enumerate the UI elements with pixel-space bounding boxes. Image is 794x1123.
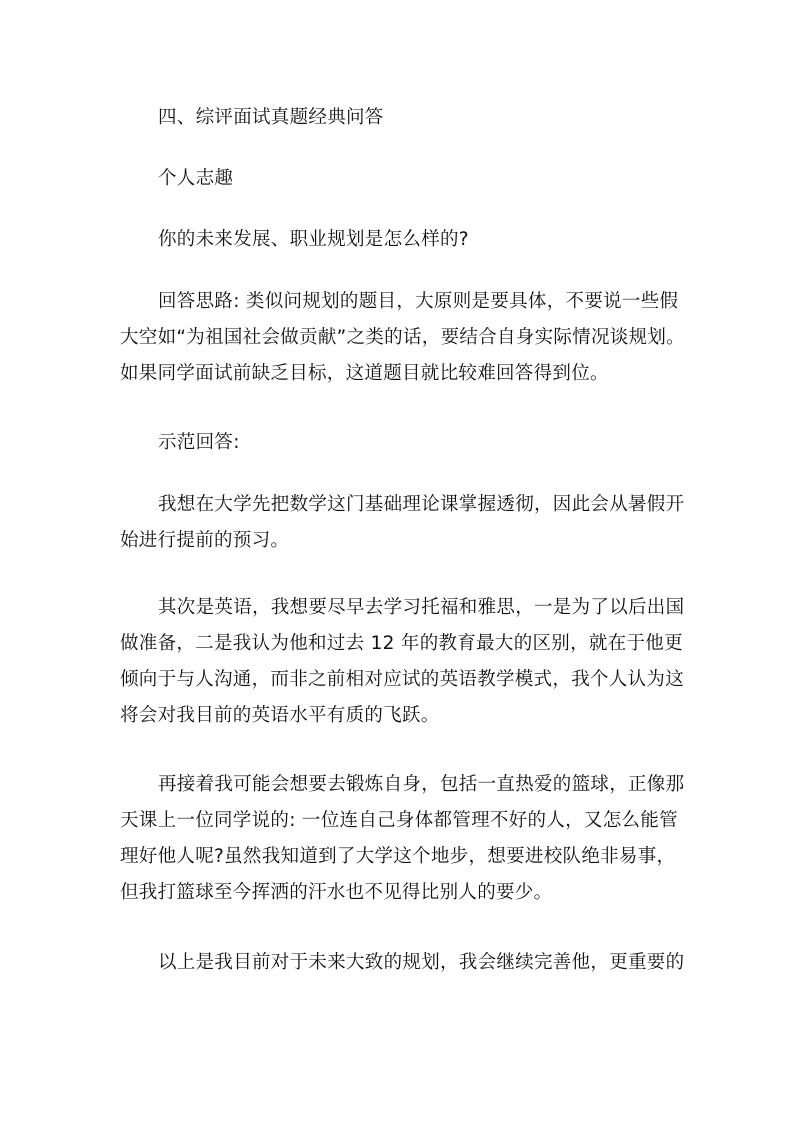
approach-line: 回答思路: 类似问规划的题目，大原则是要具体，不要说一些假 — [158, 291, 679, 312]
question: 你的未来发展、职业规划是怎么样的? — [158, 229, 469, 250]
paragraph-line: 但我打篮球至今挥洒的汗水也不见得比别人的要少。 — [120, 882, 553, 903]
paragraph-line: 做准备，二是我认为他和过去 12 年的教育最大的区别，就在于他更 — [120, 633, 683, 654]
paragraph-line: 我想在大学先把数学这门基础理论课掌握透彻，因此会从暑假开 — [158, 494, 685, 515]
paragraph-line: 始进行提前的预习。 — [120, 530, 290, 551]
paragraph-line: 倾向于与人沟通，而非之前相对应试的英语教学模式，我个人认为这 — [120, 669, 685, 690]
paragraph-line: 天课上一位同学说的: 一位连自己身体都管理不好的人，又怎么能管 — [120, 810, 678, 831]
paragraph-line: 以上是我目前对于未来大致的规划，我会继续完善他，更重要的 — [158, 952, 685, 973]
paragraph-line: 再接着我可能会想要去锻炼自身，包括一直热爱的篮球，正像那 — [158, 774, 685, 795]
approach-line: 如果同学面试前缺乏目标，这道题目就比较难回答得到位。 — [120, 363, 609, 384]
sample-label: 示范回答: — [158, 432, 240, 453]
paragraph-line: 其次是英语，我想要尽早去学习托福和雅思，一是为了以后出国 — [158, 597, 685, 618]
paragraph-line: 理好他人呢?虽然我知道到了大学这个地步，想要进校队绝非易事， — [120, 846, 676, 867]
paragraph-line: 将会对我目前的英语水平有质的飞跃。 — [120, 705, 440, 726]
section-heading: 四、综评面试真题经典问答 — [158, 107, 384, 128]
subheading: 个人志趣 — [158, 168, 234, 189]
approach-line: 大空如“为祖国社会做贡献”之类的话，要结合自身实际情况谈规划。 — [120, 327, 685, 348]
